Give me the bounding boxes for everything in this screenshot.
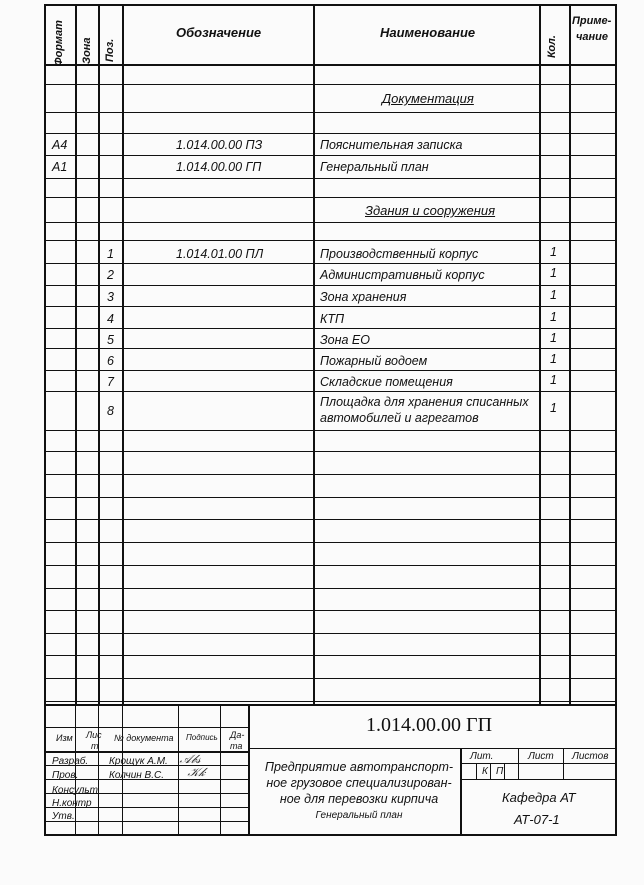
- row-name: Площадка для хранения списанных: [320, 395, 529, 409]
- grid-line: [44, 430, 617, 431]
- title-line2: ное грузовое специализирован-: [266, 776, 452, 790]
- grid-line: [460, 779, 617, 780]
- header-note-line2: чание: [576, 31, 609, 43]
- row-qty: 1: [550, 310, 557, 324]
- grid-line: [44, 588, 617, 589]
- row-designation: 1.014.00.00 ПЗ: [176, 138, 263, 152]
- grid-line: [518, 748, 519, 779]
- organization-line2: АТ-07-1: [514, 812, 560, 827]
- grid-line: [44, 155, 617, 156]
- row-name: КТП: [320, 312, 345, 326]
- grid-line: [44, 263, 617, 264]
- row-name: Генеральный план: [320, 160, 429, 174]
- col-izm: Изм: [56, 733, 73, 743]
- header-zone: Зона: [81, 37, 93, 64]
- grid-line: [563, 748, 564, 779]
- grid-line: [313, 4, 315, 704]
- col-doc: № документа: [114, 733, 174, 743]
- grid-line: [44, 633, 617, 634]
- grid-line: [44, 451, 617, 452]
- grid-line: [44, 285, 617, 286]
- grid-line: [248, 748, 617, 749]
- konsult-label: Консульт: [52, 785, 98, 796]
- grid-line: [569, 4, 571, 704]
- utv-label: Утв.: [52, 811, 75, 822]
- col-list-2: т: [91, 741, 99, 751]
- grid-line: [44, 240, 617, 241]
- row-qty: 1: [550, 373, 557, 387]
- organization-line1: Кафедра АТ: [502, 790, 576, 805]
- row-pos: 7: [107, 375, 114, 389]
- listov-label: Листов: [572, 751, 609, 762]
- title-line1: Предприятие автотранспорт-: [264, 760, 454, 774]
- prov-label: Пров.: [52, 770, 79, 781]
- grid-line: [44, 565, 617, 566]
- grid-line: [44, 306, 617, 307]
- row-pos: 6: [107, 354, 114, 368]
- lit-p: П: [496, 766, 504, 777]
- grid-line: [122, 4, 124, 704]
- row-pos: 1: [107, 247, 114, 261]
- row-qty: 1: [550, 288, 557, 302]
- grid-line: [75, 4, 77, 704]
- nkontr-label: Н.контр: [52, 798, 92, 809]
- row-pos: 5: [107, 333, 114, 347]
- grid-line: [44, 112, 617, 113]
- grid-line: [44, 655, 617, 656]
- grid-line: [44, 542, 617, 543]
- row-qty: 1: [550, 245, 557, 259]
- grid-line: [44, 178, 617, 179]
- title-line4: Генеральный план: [315, 810, 403, 821]
- grid-line: [98, 4, 100, 704]
- grid-line: [44, 519, 617, 520]
- col-date-2: та: [230, 741, 243, 751]
- section-documentation: Документация: [382, 91, 474, 106]
- grid-line: [490, 763, 491, 779]
- list-label: Лист: [528, 751, 554, 762]
- row-name: Производственный корпус: [320, 247, 479, 261]
- row-format: A1: [52, 160, 68, 174]
- col-sign: Подпись: [186, 733, 218, 742]
- title-line3: ное для перевозки кирпича: [279, 792, 439, 806]
- col-date-1: Да-: [230, 730, 245, 740]
- row-name: Пожарный водоем: [320, 354, 428, 368]
- grid-line: [178, 704, 179, 836]
- row-pos: 2: [107, 268, 114, 282]
- row-designation: 1.014.00.00 ГП: [176, 160, 262, 174]
- prov-name: Колчин В.С.: [109, 770, 165, 781]
- row-pos: 3: [107, 290, 114, 304]
- grid-line: [504, 763, 505, 779]
- signature-prov: 𝒦𝓀: [186, 765, 208, 779]
- razrab-label: Разраб.: [52, 756, 89, 767]
- grid-line: [44, 704, 617, 706]
- grid-line: [44, 133, 617, 134]
- signature-razrab: 𝒜𝒷𝓈: [178, 752, 203, 766]
- row-qty: 1: [550, 331, 557, 345]
- grid-line: [44, 701, 617, 702]
- razrab-name: Крощук А.М.: [109, 756, 168, 767]
- row-name: Складские помещения: [320, 375, 453, 389]
- row-name: Административный корпус: [320, 268, 485, 282]
- grid-line: [44, 84, 617, 85]
- grid-line: [44, 348, 617, 349]
- grid-line: [44, 391, 617, 392]
- row-designation: 1.014.01.00 ПЛ: [176, 247, 264, 261]
- grid-line: [44, 64, 617, 66]
- section-buildings: Здания и сооружения: [365, 203, 496, 218]
- grid-line: [44, 497, 617, 498]
- row-format: A4: [52, 138, 68, 152]
- header-pos: Поз.: [104, 38, 116, 62]
- row-name: Зона ЕО: [320, 333, 370, 347]
- grid-line: [44, 370, 617, 371]
- header-designation: Обозначение: [176, 25, 262, 40]
- document-code: 1.014.00.00 ГП: [366, 714, 493, 736]
- grid-line: [44, 197, 617, 198]
- row-name: Пояснительная записка: [320, 138, 463, 152]
- row-pos: 4: [107, 312, 114, 326]
- row-pos: 8: [107, 404, 114, 418]
- grid-line: [476, 763, 477, 779]
- col-list-1: Лис: [86, 730, 102, 740]
- grid-line: [44, 328, 617, 329]
- grid-line: [44, 678, 617, 679]
- row-name-continued: автомобилей и агрегатов: [320, 411, 479, 425]
- grid-line: [539, 4, 541, 704]
- grid-line: [44, 610, 617, 611]
- grid-line: [44, 222, 617, 223]
- grid-line: [44, 474, 617, 475]
- header-format: Формат: [53, 20, 65, 66]
- grid-line: [460, 763, 617, 764]
- header-name: Наименование: [380, 25, 476, 40]
- grid-line: [248, 704, 250, 836]
- row-qty: 1: [550, 401, 557, 415]
- header-qty: Кол.: [546, 35, 558, 58]
- grid-line: [220, 704, 221, 836]
- row-name: Зона хранения: [320, 290, 407, 304]
- lit-k: К: [482, 766, 488, 777]
- row-qty: 1: [550, 352, 557, 366]
- grid-line: [98, 704, 99, 836]
- grid-line: [460, 748, 462, 836]
- row-qty: 1: [550, 266, 557, 280]
- header-note-line1: Приме-: [572, 15, 612, 27]
- lit-label: Лит.: [470, 751, 494, 762]
